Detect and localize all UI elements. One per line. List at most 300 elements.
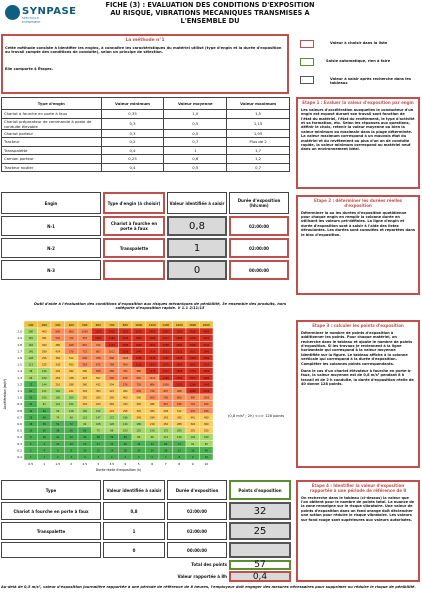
heatmap-cell-label: 20 xyxy=(137,449,141,453)
heatmap-cell-label: 600 xyxy=(149,396,155,400)
res-col-value: Valeur identifiée à saisir xyxy=(103,480,165,500)
heatmap-cell-label: 484 xyxy=(122,390,128,394)
heatmap-cell-label: 1156 xyxy=(122,350,129,354)
total-label: Total des points xyxy=(191,562,227,567)
heatmap-cell-label: 3 xyxy=(97,456,100,460)
heatmap-cell-label: 98 xyxy=(29,370,33,374)
heatmap-cell-label: 2268 xyxy=(162,343,169,347)
heatmap-cell-label: 225 xyxy=(41,363,47,367)
heatmap-header-label: 1400 xyxy=(162,323,170,327)
heatmap-cell-label: 434 xyxy=(55,350,61,354)
heatmap-cell-label: 578 xyxy=(68,350,74,354)
heatmap-cell-label: 36 xyxy=(123,442,127,446)
engine-type-value: 0,35 xyxy=(101,110,164,119)
step1-text: Les valeurs d'accélération auxquelles le conducteur d'un engin est exposé durant son travail sont fonction de l'état du matériel, l'état du revêtement, le type d'activité et sa formation, etc. Selon les réponses aux questions, définir le choix, retenir la valeur moyenne ou bien la valeur minimum ou maximale dans la plage déterminée. La valeur maximum correspond à un mauvais état du matériel et du revêtement ou plus d'un an de conduite rapide, la valeur minimum correspond au matériel neuf dans un environnement idéal. xyxy=(301,107,415,152)
step3-title: Etape 3 : calculer les points d'exposition xyxy=(312,323,404,328)
heatmap-header-label: 800 xyxy=(122,323,128,327)
step1-title: Etape 1 : Evaluer la valeur d'exposition par engin xyxy=(302,100,414,105)
heatmap-x-tick: 2.5 xyxy=(82,462,88,466)
heatmap-cell-label: 504 xyxy=(109,383,115,387)
legend-dark-swatch xyxy=(300,76,314,84)
engine-type-value: 1,2 xyxy=(227,155,290,164)
ref-value-text: 0,4 xyxy=(252,571,268,582)
heatmap-cell-label: 648 xyxy=(68,343,74,347)
res-row-3-points-input[interactable] xyxy=(229,542,291,558)
heatmap-cell-label: 49 xyxy=(42,416,46,420)
engine-type-row xyxy=(2,155,290,164)
engine-type-value: 0,6 xyxy=(164,155,227,164)
heatmap-cell-label: 405 xyxy=(136,403,142,407)
heatmap-cell-label: 225 xyxy=(190,429,196,433)
heatmap-cell-label: 224 xyxy=(109,409,115,413)
heatmap-cell-label: 121 xyxy=(41,390,47,394)
heatmap-cell-label: 126 xyxy=(109,423,115,427)
col-valeur-saisir: Valeur identifiée à saisir xyxy=(167,192,227,214)
engin-row-1-type-select[interactable]: Chariot à fourche en porte à faux xyxy=(103,216,165,236)
heatmap-cell-label: 1 xyxy=(43,456,46,460)
heatmap-cell-label: 4000 xyxy=(203,330,210,334)
logo-mark-icon xyxy=(5,5,20,20)
heatmap-cell-label: 648 xyxy=(176,403,182,407)
heatmap-cell-label: 18 xyxy=(69,442,73,446)
heatmap-cell-label: 122 xyxy=(55,403,61,407)
heatmap-cell-label: 900 xyxy=(190,396,196,400)
heatmap-cell-label: 288 xyxy=(176,423,182,427)
engine-type-value: 0,5 xyxy=(164,129,227,138)
engin-row-1-value: 0,8 xyxy=(189,220,205,232)
engine-type-table xyxy=(1,97,290,172)
heatmap-cell-label: 788 xyxy=(109,363,115,367)
exposure-heatmap xyxy=(0,320,222,482)
engine-type-value: 1,7 xyxy=(227,146,290,155)
heatmap-cell-label: 128 xyxy=(176,436,182,440)
heatmap-cell-label: 96 xyxy=(56,409,60,413)
heatmap-cell-label: 243 xyxy=(95,403,101,407)
heatmap-cell-label: 490 xyxy=(82,370,88,374)
engin-row-2-value-input[interactable] xyxy=(167,238,227,258)
heatmap-cell-label: 640 xyxy=(82,357,88,361)
heatmap-header-label: 100 xyxy=(28,323,34,327)
heatmap-cell-label: 54 xyxy=(56,423,60,427)
heatmap-cell-label: 175 xyxy=(163,429,169,433)
engin-row-3-duration-select[interactable]: 00:00:00 xyxy=(229,260,289,280)
heatmap-cell-label: 324 xyxy=(190,423,196,427)
engine-type-value: 1,05 xyxy=(227,129,290,138)
heatmap-x-tick: 1 xyxy=(43,462,46,466)
heatmap-y-tick: 0.2 xyxy=(17,448,22,453)
heatmap-cell-label: 361 xyxy=(41,337,47,341)
heatmap-cell-label: 24 xyxy=(150,449,154,453)
heatmap-cell-label: 360 xyxy=(82,383,88,387)
heatmap-cell-label: 81 xyxy=(191,442,195,446)
heatmap-cell-label: 3249 xyxy=(189,337,196,341)
heatmap-cell-label: 2 xyxy=(70,456,73,460)
heatmap-cell-label: 1083 xyxy=(95,337,102,341)
engine-type-name: Camion porteur xyxy=(2,155,102,164)
heatmap-x-tick: 5 xyxy=(137,462,140,466)
total-points-value: 57 xyxy=(254,560,266,570)
heatmap-cell-label: 13 xyxy=(29,429,33,433)
heatmap-cell-label: 5 xyxy=(137,456,140,460)
step3-example: Dans le cas d'un chariot élévateur à fourche en porte-à-faux, la valeur moyenne est de 0,8 m/s² pendant 8 h travail et de 2 h conduite, la durée d'exposition réelle de 40 donne 128 points. xyxy=(301,369,414,387)
heatmap-cell-label: 384 xyxy=(55,357,61,361)
heatmap-x-tick: 0.5 xyxy=(28,462,34,466)
heatmap-cell-label: 242 xyxy=(68,390,74,394)
heatmap-cell-label: 512 xyxy=(68,357,74,361)
heatmap-cell-label: 4 xyxy=(110,456,113,460)
heatmap-cell-label: 400 xyxy=(41,330,47,334)
engin-row-1-duration-select[interactable]: 02:00:00 xyxy=(229,216,289,236)
heatmap-cell-label: 810 xyxy=(82,343,88,347)
heatmap-x-tick: 3.5 xyxy=(109,462,115,466)
heatmap-cell-label: 350 xyxy=(109,396,115,400)
heatmap-header-label: 200 xyxy=(41,323,47,327)
heatmap-header-label: 1200 xyxy=(148,323,156,327)
heatmap-cell-label: 700 xyxy=(163,396,169,400)
col-duree: Durée d'exposition (hh:mm) xyxy=(229,192,289,214)
heatmap-header-label: 300 xyxy=(55,323,61,327)
heatmap-cell-label: 588 xyxy=(95,370,101,374)
res-row-2-duration: 02:00:00 xyxy=(167,522,227,540)
heatmap-cell-label: 896 xyxy=(109,357,115,361)
col-valeur-moy: Valeur moyenne xyxy=(164,98,227,110)
res-col-type: Type xyxy=(1,480,101,500)
res-row-3-type xyxy=(1,542,101,558)
res-row-1-points-input[interactable] xyxy=(229,502,291,520)
heatmap-cell-label: 1444 xyxy=(122,337,129,341)
heatmap-cell-label: 576 xyxy=(190,409,196,413)
heatmap-cell-label: 50 xyxy=(69,429,73,433)
heatmap-cell-label: 150 xyxy=(149,429,155,433)
legend-dark-label: Valeur à saisir après recherche dans les tableaux xyxy=(330,77,411,86)
heatmap-cell-label: 2 xyxy=(56,456,59,460)
heatmap-header-label: 700 xyxy=(109,323,115,327)
engine-type-value: 0,7 xyxy=(164,138,227,147)
heatmap-cell-label: 847 xyxy=(163,390,169,394)
legend-green-label: Saisie automatique, rien à faire xyxy=(326,59,391,63)
heatmap-cell-label: 2000 xyxy=(135,330,142,334)
heatmap-cell-label: 45 xyxy=(137,442,141,446)
heatmap-cell-label: 384 xyxy=(149,409,155,413)
heatmap-header-label: 2000 xyxy=(202,323,210,327)
heatmap-cell-label: 75 xyxy=(96,429,100,433)
engine-type-row xyxy=(2,146,290,155)
heatmap-y-tick: 1.1 xyxy=(17,389,22,394)
heatmap-cell-label: 363 xyxy=(95,390,101,394)
heatmap-cell-label: 2601 xyxy=(189,350,196,354)
heatmap-header-label: 600 xyxy=(95,323,101,327)
heatmap-cell-label: 7 xyxy=(164,456,167,460)
engine-type-value: 0,25 xyxy=(101,155,164,164)
heatmap-cell-label: 1690 xyxy=(203,376,210,380)
heatmap-cell-label: 216 xyxy=(55,383,61,387)
chart-note: (0,8 m/s² ; 2h) <=> 128 points xyxy=(228,414,285,418)
heatmap-cell-label: 1536 xyxy=(149,357,156,361)
step3-panel xyxy=(296,320,420,468)
heatmap-cell-label: 867 xyxy=(95,350,101,354)
heatmap-cell-label: 18 xyxy=(29,423,33,427)
method-text-steps: Elle comporte 4 Étapes. xyxy=(5,67,54,71)
page-title: FICHE (3) : EVALUATION DES CONDITIONS D'EXPOSITION AU RISQUE, VIBRATIONS MECANIQUES TRANSMISES A L'ENSEMBLE DU xyxy=(105,1,315,25)
heatmap-cell-label: 10 xyxy=(204,456,208,460)
heatmap-cell-label: 27 xyxy=(96,442,100,446)
heatmap-cell-label: 392 xyxy=(68,370,74,374)
heatmap-cell-label: 600 xyxy=(55,330,61,334)
heatmap-cell-label: 500 xyxy=(136,396,142,400)
engine-type-value: 0,5 xyxy=(164,118,227,129)
heatmap-x-tick: 10 xyxy=(204,462,209,466)
engin-row-2-type-select[interactable]: Transpalette xyxy=(103,238,165,258)
engin-row-1-label: N-1 xyxy=(1,216,101,236)
heatmap-cell-label: 14 xyxy=(56,442,60,446)
heatmap-cell-label: 2304 xyxy=(189,357,196,361)
heatmap-cell-label: 1400 xyxy=(108,330,115,334)
heatmap-cell-label: 250 xyxy=(203,429,209,433)
heatmap-cell-label: 14 xyxy=(110,449,114,453)
engine-type-value: 0,7 xyxy=(227,163,290,172)
heatmap-cell-label: 1352 xyxy=(176,376,183,380)
heatmap-cell-label: 1372 xyxy=(162,370,169,374)
heatmap-cell-label: 1152 xyxy=(176,383,183,387)
engine-type-row xyxy=(2,129,290,138)
heatmap-cell-label: 1280 xyxy=(135,357,142,361)
engine-type-value: 0,3 xyxy=(101,118,164,129)
heatmap-y-tick: 1.3 xyxy=(17,375,22,380)
heatmap-cell-label: 1089 xyxy=(189,390,196,394)
heatmap-cell-label: 32 xyxy=(177,449,181,453)
heatmap-header-label: 1600 xyxy=(175,323,183,327)
heatmap-cell-label: 200 xyxy=(28,330,34,334)
heatmap-x-tick: 9 xyxy=(191,462,194,466)
heatmap-header-label: 1000 xyxy=(135,323,143,327)
heatmap-cell-label: 88 xyxy=(110,429,114,433)
heatmap-cell-label: 145 xyxy=(28,350,34,354)
heatmap-cell-label: 10 xyxy=(83,449,87,453)
heatmap-cell-label: 85 xyxy=(29,376,33,380)
heatmap-cell-label: 112 xyxy=(163,436,169,440)
method-box xyxy=(1,34,289,94)
heatmap-cell-label: 90 xyxy=(83,423,87,427)
heatmap-cell-label: 125 xyxy=(136,429,142,433)
heatmap-cell-label: 100 xyxy=(41,396,47,400)
heatmap-cell-label: 1296 xyxy=(122,343,129,347)
heatmap-cell-label: 640 xyxy=(203,409,209,413)
heatmap-cell-label: 160 xyxy=(203,436,209,440)
engine-type-value: 0,4 xyxy=(101,146,164,155)
result-table xyxy=(1,480,293,582)
heatmap-cell-label: 162 xyxy=(28,343,34,347)
heatmap-cell-label: 150 xyxy=(55,396,61,400)
heatmap-cell-label: 400 xyxy=(122,396,128,400)
heatmap-cell-label: 1440 xyxy=(203,383,210,387)
heatmap-cell-label: 2250 xyxy=(203,363,210,367)
heatmap-cell-label: 9 xyxy=(191,456,194,460)
heatmap-y-tick: 0.7 xyxy=(17,415,22,420)
heatmap-cell-label: 592 xyxy=(109,376,115,380)
heatmap-cell-label: 2592 xyxy=(176,343,183,347)
heatmap-cell-label: 1183 xyxy=(162,376,169,380)
heatmap-cell-label: 729 xyxy=(190,403,196,407)
engine-type-value: 0,5 xyxy=(164,163,227,172)
heatmap-cell-label: 3610 xyxy=(203,337,210,341)
res-row-1-type: Chariot à fourche en porte à faux xyxy=(1,502,101,520)
heatmap-cell-label: 722 xyxy=(68,337,74,341)
ref-label: Valeur rapportée à 8h xyxy=(177,574,227,579)
heatmap-cell-label: 3240 xyxy=(203,343,210,347)
heatmap-cell-label: 720 xyxy=(136,383,142,387)
heatmap-x-tick: 2 xyxy=(70,462,73,466)
heatmap-cell-label: 567 xyxy=(163,403,169,407)
heatmap-cell-label: 1296 xyxy=(189,383,196,387)
heatmap-cell-label: 1000 xyxy=(81,330,88,334)
heatmap-cell-label: 441 xyxy=(190,416,196,420)
heatmap-cell-label: 256 xyxy=(41,357,47,361)
heatmap-cell-label: 182 xyxy=(55,390,61,394)
ref-value xyxy=(229,571,291,582)
engin-row-2-label: N-2 xyxy=(1,238,101,258)
heatmap-header-label: 1800 xyxy=(189,323,197,327)
heatmap-cell-label: 40 xyxy=(204,449,208,453)
col-valeur-min: Valeur minimum xyxy=(101,98,164,110)
heatmap-cell-label: 81 xyxy=(42,403,46,407)
heatmap-cell-label: 972 xyxy=(95,343,101,347)
heatmap-cell-label: 25 xyxy=(29,416,33,420)
heatmap-cell-label: 108 xyxy=(95,423,101,427)
heatmap-cell-label: 563 xyxy=(82,363,88,367)
heatmap-cell-label: 2312 xyxy=(176,350,183,354)
heatmap-cell-label: 2 xyxy=(29,449,32,453)
heatmap-cell-label: 2890 xyxy=(203,350,210,354)
engine-type-name: Chariot porteur xyxy=(2,129,102,138)
res-row-1-duration: 02:00:00 xyxy=(167,502,227,520)
engine-type-name: Chariot préparateur de commande à poste de conduite élevable xyxy=(2,118,102,129)
heatmap-cell-label: 72 xyxy=(177,442,181,446)
heatmap-cell-label: 113 xyxy=(28,363,34,367)
legend-white-label: Valeur à choisir dans la liste xyxy=(330,41,388,45)
heatmap-cell-label: 144 xyxy=(41,383,47,387)
heatmap-cell-label: 675 xyxy=(95,363,101,367)
heatmap-cell-label: 507 xyxy=(95,376,101,380)
heatmap-cell-label: 1024 xyxy=(122,357,129,361)
heatmap-cell-label: 9 xyxy=(43,442,46,446)
heatmap-cell-label: 2025 xyxy=(189,363,196,367)
total-points xyxy=(229,560,291,570)
res-row-2-points-input[interactable] xyxy=(229,522,291,540)
heatmap-cell-label: 100 xyxy=(122,429,128,433)
heatmap-cell-label: 968 xyxy=(176,390,182,394)
heatmap-cell-label: 1014 xyxy=(149,376,156,380)
engin-row-3-value-input[interactable] xyxy=(167,260,227,280)
heatmap-cell-label: 4 xyxy=(124,456,127,460)
heatmap-cell-label: 605 xyxy=(136,390,142,394)
synpase-logo xyxy=(2,2,77,24)
heatmap-y-tick: 1.6 xyxy=(17,356,22,361)
heatmap-cell-label: 1734 xyxy=(149,350,156,354)
col-engin: Engin xyxy=(1,192,101,214)
heatmap-cell-label: 80 xyxy=(137,436,141,440)
heatmap-cell-label: 16 xyxy=(123,449,127,453)
heatmap-cell-label: 2916 xyxy=(189,343,196,347)
heatmap-cell-label: 63 xyxy=(83,429,87,433)
logo-name: SYNPASE xyxy=(22,6,77,17)
step4-panel xyxy=(296,480,420,582)
heatmap-cell-label: 1521 xyxy=(189,376,196,380)
heatmap-cell-label: 1568 xyxy=(176,370,183,374)
heatmap-cell-label: 2048 xyxy=(176,357,183,361)
engin-row-3-value: 0 xyxy=(193,264,201,276)
heatmap-cell-label: 181 xyxy=(28,337,34,341)
heatmap-cell-label: 676 xyxy=(122,376,128,380)
heatmap-cell-label: 196 xyxy=(41,370,47,374)
heatmap-header-label: 500 xyxy=(82,323,88,327)
heatmap-cell-label: 1800 xyxy=(176,363,183,367)
heatmap-y-tick: 1.7 xyxy=(17,349,22,354)
heatmap-cell-label: 72 xyxy=(29,383,33,387)
heatmap-cell-label: 3200 xyxy=(176,330,183,334)
heatmap-y-tick: 0.6 xyxy=(17,422,22,427)
heatmap-cell-label: 64 xyxy=(123,436,127,440)
heatmap-cell-label: 324 xyxy=(41,343,47,347)
heatmap-cell-label: 723 xyxy=(82,350,88,354)
engine-type-name: Chariot à fourche en porte à faux xyxy=(2,110,102,119)
heatmap-cell-label: 123 xyxy=(82,416,88,420)
heatmap-cell-label: 72 xyxy=(69,423,73,427)
heatmap-cell-label: 128 xyxy=(68,409,74,413)
col-type-engin: Type d'engin xyxy=(2,98,102,110)
heatmap-cell-label: 180 xyxy=(136,423,142,427)
heatmap-cell-label: 12 xyxy=(96,449,100,453)
heatmap-y-tick: 1.5 xyxy=(17,362,22,367)
engin-row-1-value-input[interactable] xyxy=(167,216,227,236)
heatmap-cell-label: 2800 xyxy=(162,330,169,334)
heatmap-cell-label: 36 xyxy=(42,423,46,427)
heatmap-cell-label: 2888 xyxy=(176,337,183,341)
heatmap-cell-label: 360 xyxy=(203,423,209,427)
heatmap-cell-label: 128 xyxy=(28,357,34,361)
heatmap-cell-label: 338 xyxy=(55,363,61,367)
heatmap-cell-label: 512 xyxy=(176,409,182,413)
heatmap-cell-label: 8 xyxy=(29,436,32,440)
engin-row-3-type-select[interactable] xyxy=(103,260,165,280)
heatmap-cell-label: 16 xyxy=(42,436,46,440)
heatmap-cell-label: 338 xyxy=(68,376,74,380)
step4-title: Etape 4 : Identifier la valeur d'exposition rapportée à une période de référence de 8 xyxy=(309,483,407,493)
heatmap-y-tick: 0.9 xyxy=(17,402,22,407)
res-row-3-duration: 00:00:00 xyxy=(167,542,227,558)
heatmap-cell-label: 1 xyxy=(29,456,32,460)
res-row-2-points: 25 xyxy=(253,525,267,537)
heatmap-cell-label: 900 xyxy=(122,363,128,367)
engin-row-2-duration-select[interactable]: 02:00:00 xyxy=(229,238,289,258)
heatmap-cell-label: 1350 xyxy=(149,363,156,367)
heatmap-cell-label: 845 xyxy=(136,376,142,380)
heatmap-cell-label: 5 xyxy=(29,442,32,446)
engine-type-name: Tracteur xyxy=(2,138,102,147)
heatmap-cell-label: 903 xyxy=(82,337,88,341)
heatmap-cell-label: 1200 xyxy=(95,330,102,334)
heatmap-cell-label: 1264 xyxy=(108,337,115,341)
heatmap-cell-label: 1792 xyxy=(162,357,169,361)
heatmap-cell-label: 324 xyxy=(122,403,128,407)
engine-type-name: Transpalette xyxy=(2,146,102,155)
res-row-2-type: Transpalette xyxy=(1,522,101,540)
heatmap-cell-label: 289 xyxy=(41,350,47,354)
step2-panel xyxy=(296,195,420,295)
engine-type-value: 1,15 xyxy=(227,118,290,129)
engine-type-name: Tracteur routier xyxy=(2,163,102,172)
legend-green-swatch xyxy=(300,58,314,66)
heatmap-cell-label: 980 xyxy=(136,370,142,374)
